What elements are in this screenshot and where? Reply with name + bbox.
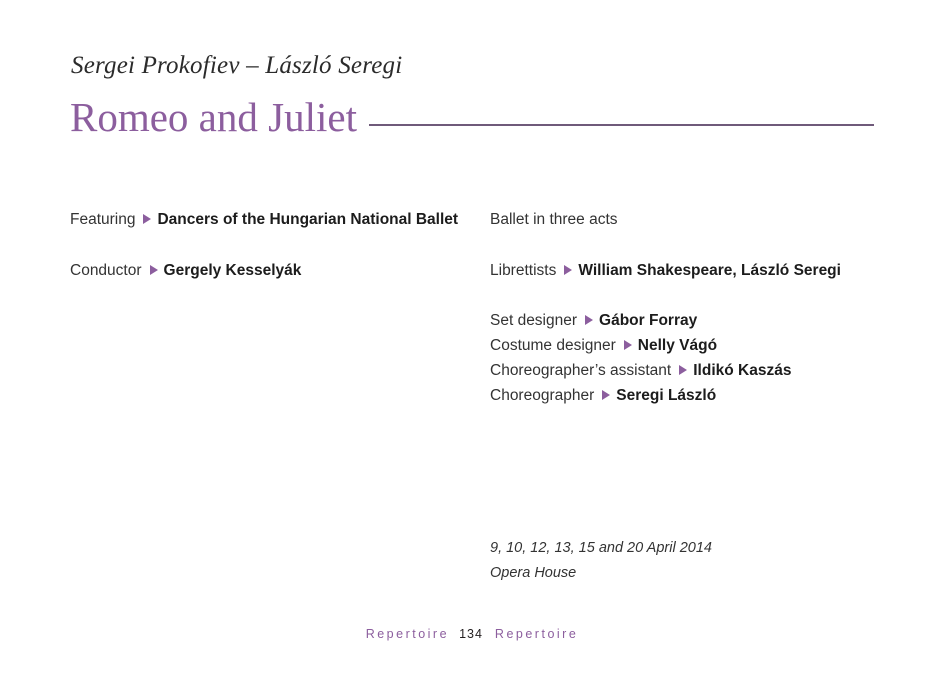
credit-set-designer [490, 311, 697, 331]
triangle-bullet-icon [624, 340, 632, 350]
performance-dates: 9, 10, 12, 13, 15 and 20 April 2014 [490, 540, 712, 556]
credit-choreographer [490, 386, 716, 406]
credit-role: Librettists [490, 262, 557, 279]
credit-role: Set designer [490, 312, 578, 329]
credit-name: Gergely Kesselyák [163, 262, 302, 279]
footer-section-right: Repertoire [494, 627, 579, 641]
credit-costume-designer [490, 336, 717, 356]
credit-name: Nelly Vágó [637, 337, 718, 354]
credit-featuring [70, 210, 458, 230]
credit-conductor [70, 261, 301, 281]
credit-choreographers-assistant [490, 361, 791, 381]
credit-role: Costume designer [490, 337, 616, 354]
triangle-bullet-icon [585, 315, 593, 325]
triangle-bullet-icon [679, 365, 687, 375]
footer-section-left: Repertoire [365, 627, 450, 641]
performance-venue: Opera House [490, 565, 577, 581]
title-row [70, 88, 874, 138]
credit-role: Featuring [70, 211, 136, 228]
credit-role: Conductor [70, 262, 142, 279]
ballet-subtitle: Ballet in three acts [490, 211, 618, 228]
credit-name: Gábor Forray [599, 312, 698, 329]
page-number: 134 [459, 627, 483, 641]
credit-name: Ildikó Kaszás [693, 362, 792, 379]
credit-role: Choreographer’s assistant [490, 362, 672, 379]
triangle-bullet-icon [564, 265, 572, 275]
triangle-bullet-icon [143, 214, 151, 224]
page-title: Romeo and Juliet [70, 94, 357, 140]
triangle-bullet-icon [150, 265, 158, 275]
credit-role: Choreographer [490, 387, 595, 404]
title-rule [369, 124, 874, 126]
triangle-bullet-icon [602, 390, 610, 400]
credit-name: Dancers of the Hungarian National Ballet [157, 211, 459, 228]
credit-name: Seregi László [616, 387, 717, 404]
credit-name: William Shakespeare, László Seregi [578, 262, 841, 279]
composer-line: Sergei Prokofiev – László Seregi [71, 52, 403, 79]
credit-librettists [490, 261, 841, 281]
page-footer [0, 627, 944, 641]
